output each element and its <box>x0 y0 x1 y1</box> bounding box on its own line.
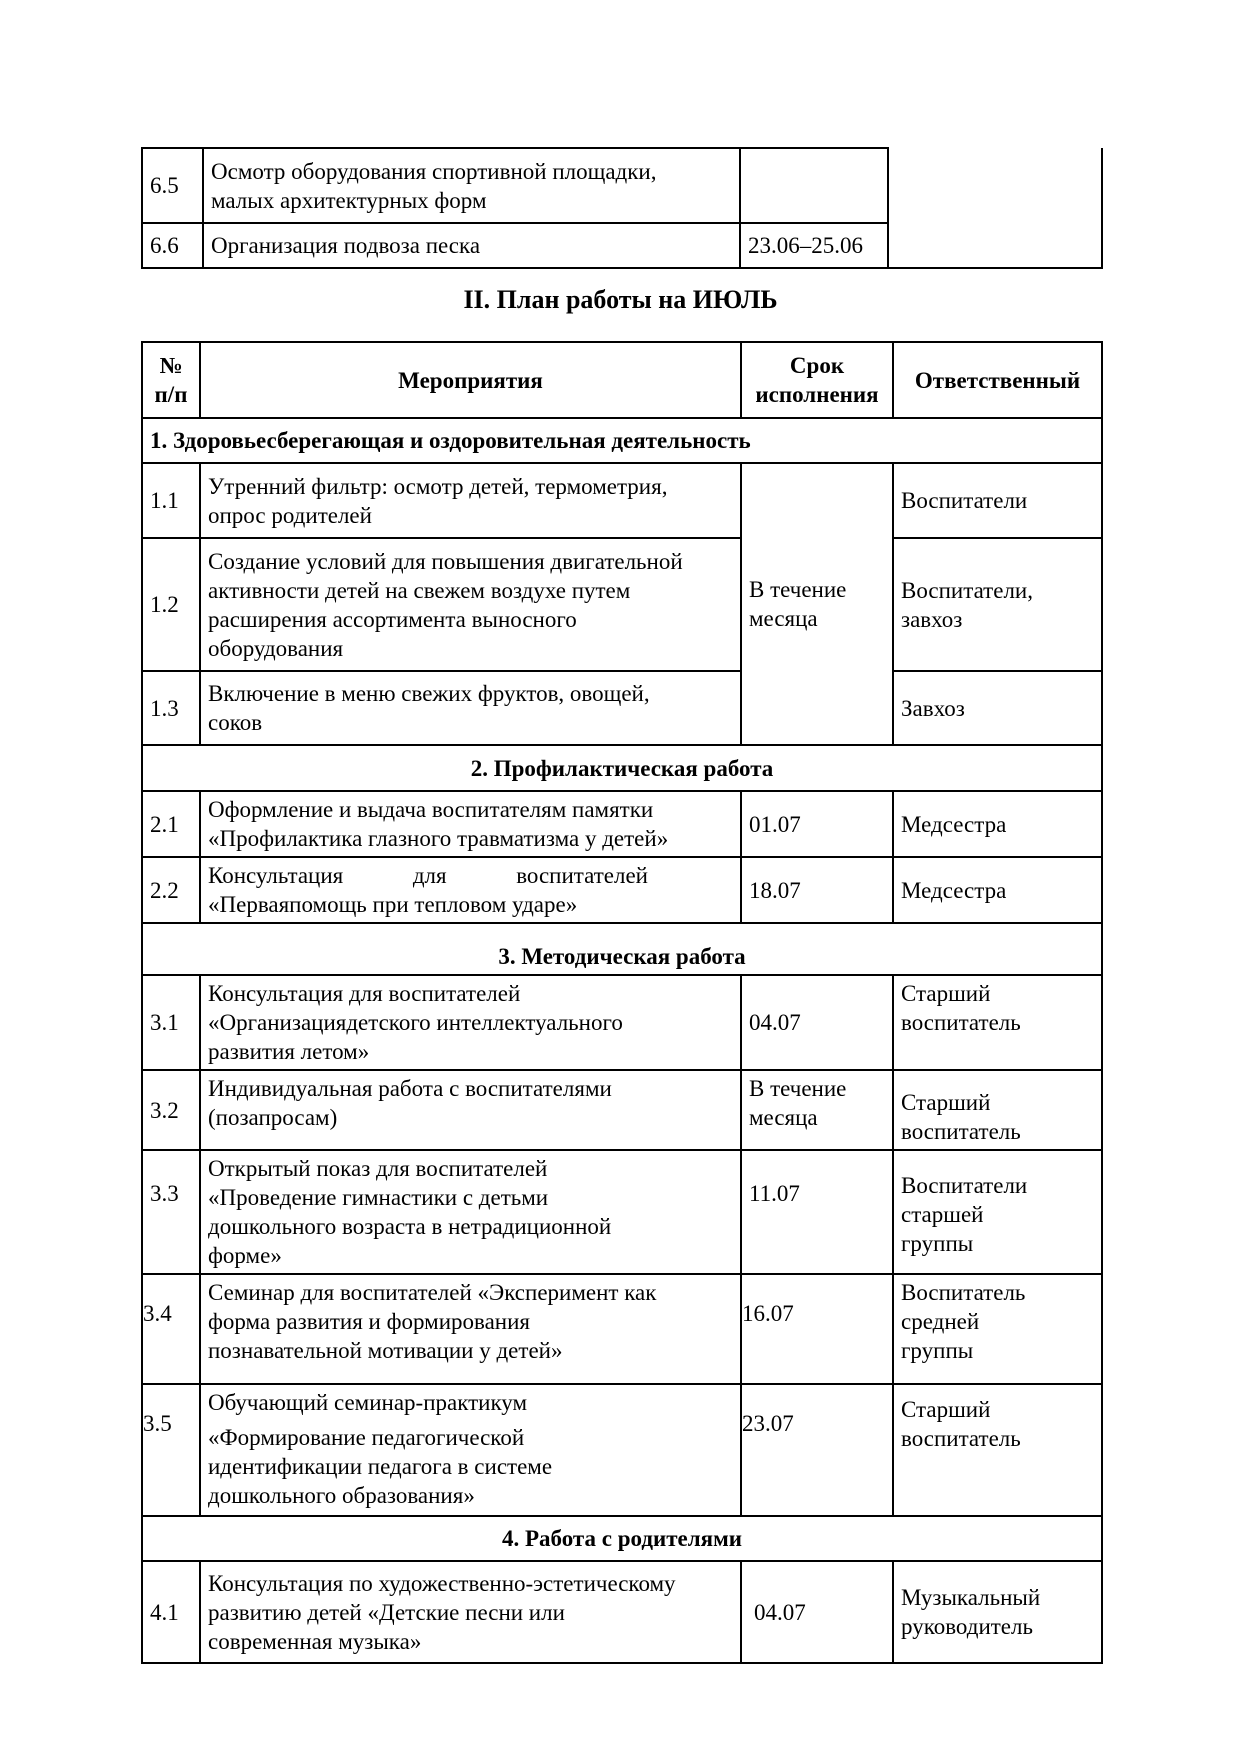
row-number: 3.1 <box>142 975 200 1070</box>
event-text: расширения ассортимента выносного <box>208 606 577 632</box>
event-text: «Формирование педагогической <box>208 1425 525 1450</box>
row-number: 2.1 <box>142 791 200 857</box>
deadline-text: В течение <box>749 1076 847 1101</box>
responsible-text: воспитатель <box>901 1119 1021 1144</box>
event-text: Семинар для воспитателей «Эксперимент как <box>208 1280 657 1305</box>
responsible-cell <box>893 1561 1102 1663</box>
event-text: малых архитектурных форм <box>211 187 487 213</box>
row-number: 1.2 <box>142 538 200 671</box>
responsible-cell <box>893 538 1102 671</box>
event-text: Осмотр оборудования спортивной площадки, <box>211 158 657 184</box>
table-row <box>142 1274 1102 1384</box>
deadline-cell: 18.07 <box>741 857 893 923</box>
responsible-text: руководитель <box>901 1614 1033 1639</box>
event-text: Консультация для воспитателей <box>208 981 521 1006</box>
deadline-cell: 16.07 <box>741 1274 893 1384</box>
header-number <box>142 342 200 418</box>
event-text: активности детей на свежем воздухе путем <box>208 577 631 603</box>
header-deadline-line: исполнения <box>755 382 879 407</box>
responsible-cell <box>893 1384 1102 1516</box>
responsible-text: старшей <box>901 1202 984 1227</box>
section-title: II. План работы на ИЮЛЬ <box>463 285 778 314</box>
responsible-cell: Медсестра <box>893 857 1102 923</box>
responsible-text: Воспитатели <box>901 1173 1028 1198</box>
section-row <box>142 1516 1102 1561</box>
event-text: познавательной мотивации у детей» <box>208 1338 563 1363</box>
table-row <box>142 538 1102 671</box>
header-deadline-line: Срок <box>789 353 845 378</box>
deadline-text: месяца <box>749 1105 818 1130</box>
event-cell <box>200 1070 741 1150</box>
deadline-cell: 23.07 <box>741 1384 893 1516</box>
event-text: Включение в меню свежих фруктов, овощей, <box>208 681 650 706</box>
table-row <box>142 1384 1102 1516</box>
responsible-text: воспитатель <box>901 1010 1021 1035</box>
deadline-cell <box>740 148 888 223</box>
table-row <box>142 1150 1102 1274</box>
row-number: 6.6 <box>142 223 203 268</box>
event-cell <box>200 857 741 923</box>
deadline-cell: 04.07 <box>741 1561 893 1663</box>
event-word: воспитателей <box>516 863 648 888</box>
responsible-text: Старший <box>901 1397 991 1422</box>
event-cell <box>200 671 741 745</box>
deadline-cell: 23.06–25.06 <box>740 223 888 268</box>
responsible-text: Музыкальный <box>901 1585 1041 1610</box>
deadline-cell: 01.07 <box>741 791 893 857</box>
responsible-cell: Воспитатели <box>893 463 1102 538</box>
event-cell <box>200 1274 741 1384</box>
event-text: Обучающий семинар-практикум <box>208 1390 528 1415</box>
event-text: Создание условий для повышения двигательной <box>208 548 683 574</box>
event-text-justified <box>208 861 648 890</box>
section-row <box>142 923 1102 975</box>
event-text: Оформление и выдача воспитателям памятки <box>208 797 654 822</box>
header-responsible: Ответственный <box>893 342 1102 418</box>
event-text: «Организациядетского интеллектуального <box>208 1010 623 1035</box>
event-cell <box>203 148 740 223</box>
event-cell <box>200 463 741 538</box>
event-text: форма развития и формирования <box>208 1309 530 1334</box>
section-heading: 3. Методическая работа <box>142 923 1102 975</box>
responsible-text: завхоз <box>901 606 963 632</box>
deadline-cell: 11.07 <box>741 1150 893 1274</box>
event-text: Открытый показ для воспитателей <box>208 1156 548 1181</box>
section-heading: 2. Профилактическая работа <box>142 745 1102 791</box>
table-row <box>142 1070 1102 1150</box>
event-cell <box>200 1561 741 1663</box>
event-word: Консультация <box>208 863 344 888</box>
responsible-cell <box>893 1274 1102 1384</box>
section-row <box>142 418 1102 463</box>
responsible-cell: Медсестра <box>893 791 1102 857</box>
event-text: дошкольного возраста в нетрадиционной <box>208 1214 612 1239</box>
event-cell <box>200 1150 741 1274</box>
event-text: оборудования <box>208 635 344 661</box>
event-cell <box>200 791 741 857</box>
event-text: «Перваяпомощь при тепловом ударе» <box>208 892 578 917</box>
header-number-abbr: п/п <box>154 382 188 407</box>
event-text: (позапросам) <box>208 1105 338 1130</box>
deadline-cell: 04.07 <box>741 975 893 1070</box>
responsible-cell <box>893 975 1102 1070</box>
row-number: 2.2 <box>142 857 200 923</box>
event-text: «Проведение гимнастики с детьми <box>208 1185 549 1210</box>
event-text: форме» <box>208 1243 282 1268</box>
table-row <box>142 671 1102 745</box>
section-heading: 4. Работа с родителями <box>142 1516 1102 1561</box>
event-text: «Профилактика глазного травматизма у детей» <box>208 826 669 851</box>
header-number-symbol: № <box>159 353 183 378</box>
responsible-text: группы <box>901 1231 974 1256</box>
event-text: Консультация по художественно-эстетическому <box>208 1570 676 1596</box>
event-text: Организация подвоза песка <box>203 223 740 268</box>
row-number: 3.5 <box>142 1384 200 1516</box>
table-header-row <box>142 342 1102 418</box>
responsible-text: средней <box>901 1309 980 1334</box>
row-number: 3.3 <box>142 1150 200 1274</box>
event-cell <box>200 975 741 1070</box>
row-number: 3.4 <box>142 1274 200 1384</box>
deadline-text: В течение <box>749 577 847 602</box>
row-number: 4.1 <box>142 1561 200 1663</box>
table-row <box>142 1561 1102 1663</box>
responsible-text: воспитатель <box>901 1426 1021 1451</box>
section-row <box>142 745 1102 791</box>
header-events: Мероприятия <box>200 342 741 418</box>
event-text: современная музыка» <box>208 1628 422 1654</box>
deadline-cell <box>741 463 893 745</box>
event-text: Утренний фильтр: осмотр детей, термометрия, <box>208 473 668 499</box>
event-text: развития летом» <box>208 1039 370 1064</box>
responsible-text: Воспитатель <box>901 1280 1026 1305</box>
row-number: 1.1 <box>142 463 200 538</box>
row-number: 6.5 <box>142 148 203 223</box>
responsible-text: Воспитатели, <box>901 577 1033 603</box>
table-row <box>142 148 1102 223</box>
section-heading: 1. Здоровьесберегающая и оздоровительная деятельность <box>142 418 1102 463</box>
event-text: развитию детей «Детские песни или <box>208 1599 565 1625</box>
responsible-text: Старший <box>901 981 991 1006</box>
continuation-table <box>141 147 1103 269</box>
table-row <box>142 463 1102 538</box>
row-number: 1.3 <box>142 671 200 745</box>
event-text: Индивидуальная работа с воспитателями <box>208 1076 612 1101</box>
responsible-cell <box>888 148 1102 268</box>
header-deadline <box>741 342 893 418</box>
event-text: соков <box>208 710 263 735</box>
event-text: дошкольного образования» <box>208 1483 475 1508</box>
responsible-cell <box>893 1150 1102 1274</box>
deadline-text: месяца <box>749 606 818 631</box>
table-row <box>142 857 1102 923</box>
deadline-cell <box>741 1070 893 1150</box>
responsible-text: Старший <box>901 1090 991 1115</box>
event-text: идентификации педагога в системе <box>208 1454 553 1479</box>
table-row <box>142 791 1102 857</box>
event-text: опрос родителей <box>208 502 372 528</box>
row-number: 3.2 <box>142 1070 200 1150</box>
responsible-cell <box>893 1070 1102 1150</box>
responsible-text: группы <box>901 1338 974 1363</box>
event-word: для <box>412 863 447 888</box>
table-row <box>142 975 1102 1070</box>
event-cell <box>200 538 741 671</box>
july-plan-table <box>141 341 1103 1664</box>
responsible-cell: Завхоз <box>893 671 1102 745</box>
event-cell <box>200 1384 741 1516</box>
